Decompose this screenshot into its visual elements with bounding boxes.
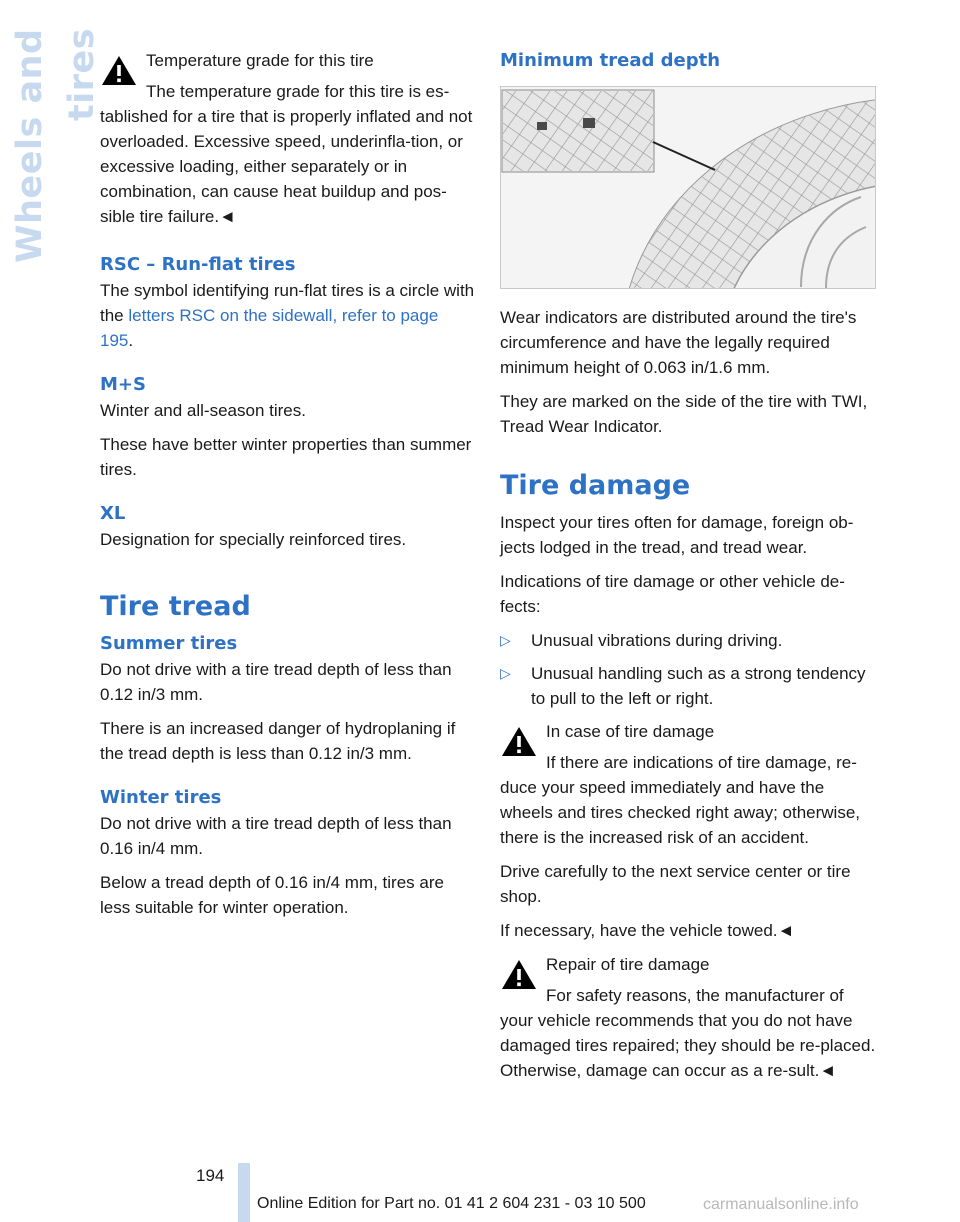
- rsc-page-link[interactable]: letters RSC on the sidewall, refer to page 195: [100, 306, 439, 350]
- warning-body-first: If there are indications of tire damage, re-: [546, 753, 857, 772]
- list-item-text: Unusual vibrations during driving.: [531, 631, 783, 650]
- winter-tires-heading: Winter tires: [100, 787, 222, 808]
- rsc-text-end: .: [128, 331, 134, 350]
- summer-paragraph-1: Do not drive with a tire tread depth of less than 0.12 in/3 mm.: [100, 660, 452, 704]
- ms-paragraph-1: Winter and all-season tires.: [100, 401, 306, 420]
- ms-paragraph-2: These have better winter properties than summer tires.: [100, 435, 472, 479]
- warning-tire-damage: [500, 719, 876, 850]
- footer-accent-bar: [238, 1163, 250, 1222]
- xl-paragraph: Designation for specially reinforced tires.: [100, 530, 407, 549]
- left-column: [100, 48, 475, 929]
- tread-wear-figure: [500, 86, 876, 289]
- section-side-title: Wheels and tires: [10, 28, 102, 263]
- page-number: 194: [196, 1166, 225, 1185]
- edition-text: Online Edition for Part no. 01 41 2 604 231 - 03 10 500: [257, 1195, 646, 1212]
- indications-paragraph: Indications of tire damage or other vehicle de-fects:: [500, 572, 845, 616]
- list-item: [500, 661, 876, 711]
- inspect-paragraph: Inspect your tires often for damage, foreign ob-jects lodged in the tread, and tread wear.: [500, 513, 854, 557]
- bullet-triangle-icon: ▷: [500, 665, 511, 681]
- warning-repair: [500, 952, 876, 1083]
- warning-body-first: The temperature grade for this tire is es-: [146, 82, 450, 101]
- wear-indicator-paragraph: Wear indicators are distributed around the tire's circumference and have the legally required minimum height of 0.063 in/1.6 mm.: [500, 308, 857, 377]
- list-item: [500, 628, 876, 653]
- rsc-heading: RSC – Run-flat tires: [100, 254, 296, 275]
- warning-temperature-grade: [100, 48, 475, 229]
- twi-paragraph: They are marked on the side of the tire with TWI, Tread Wear Indicator.: [500, 392, 868, 436]
- winter-paragraph-1: Do not drive with a tire tread depth of less than 0.16 in/4 mm.: [100, 814, 452, 858]
- warning-heading: Repair of tire damage: [546, 955, 710, 974]
- right-column: [500, 48, 876, 1092]
- service-center-paragraph: Drive carefully to the next service center or tire shop.: [500, 862, 851, 906]
- warning-body: your vehicle recommends that you do not have damaged tires repaired; they should be re-placed. Otherwise, damage can occur as a re-sult.◄: [500, 1011, 876, 1080]
- tire-damage-heading: Tire damage: [500, 470, 691, 501]
- rsc-paragraph: [100, 278, 475, 353]
- warning-triangle-icon: [500, 958, 538, 991]
- warning-heading: Temperature grade for this tire: [146, 51, 374, 70]
- warning-body-first: For safety reasons, the manufacturer of: [546, 986, 844, 1005]
- tire-tread-heading: Tire tread: [100, 591, 251, 622]
- warning-triangle-icon: [100, 54, 138, 87]
- warning-body: duce your speed immediately and have the wheels and tires checked right away; otherwise, there is the increased risk of an accident.: [500, 778, 861, 847]
- summer-tires-heading: Summer tires: [100, 633, 238, 654]
- bullet-triangle-icon: ▷: [500, 632, 511, 648]
- min-tread-heading: Minimum tread depth: [500, 50, 721, 71]
- watermark: carmanualsonline.info: [703, 1196, 859, 1213]
- summer-paragraph-2: There is an increased danger of hydroplaning if the tread depth is less than 0.12 in/3 mm.: [100, 719, 456, 763]
- tire-illustration: [501, 87, 875, 288]
- xl-heading: XL: [100, 503, 126, 524]
- warning-body: tablished for a tire that is properly inflated and not overloaded. Excessive speed, underinfla-tion, or excessive loading, either separately or in combination, can cause heat buildup and pos-sible tire failure.◄: [100, 107, 473, 226]
- rsc-text: The symbol identifying run-flat tires is a circle with the: [100, 281, 475, 325]
- warning-heading: In case of tire damage: [546, 722, 715, 741]
- towed-paragraph: If necessary, have the vehicle towed.◄: [500, 921, 795, 940]
- winter-paragraph-2: Below a tread depth of 0.16 in/4 mm, tires are less suitable for winter operation.: [100, 873, 444, 917]
- ms-heading: M+S: [100, 374, 146, 395]
- list-item-text: Unusual handling such as a strong tendency to pull to the left or right.: [531, 664, 866, 708]
- warning-triangle-icon: [500, 725, 538, 758]
